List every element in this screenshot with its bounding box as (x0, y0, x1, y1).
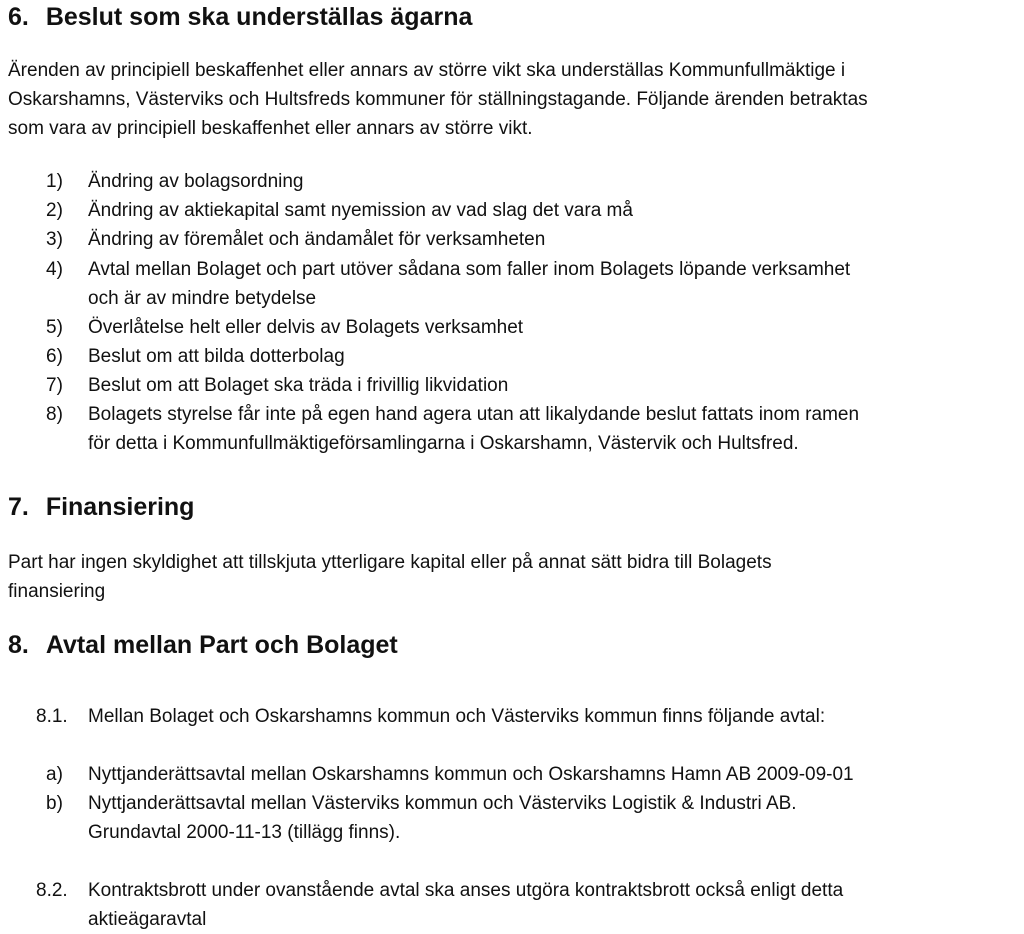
section-6-heading (8, 2, 472, 32)
subsection-text: Mellan Bolaget och Oskarshamns kommun och Västerviks kommun finns följande avtal: (88, 706, 826, 727)
section-7-heading (8, 492, 194, 522)
section-6-number: 6. (8, 3, 29, 31)
section-8-number: 8. (8, 631, 29, 659)
list-item-text: Nyttjanderättsavtal mellan Oskarshamns kommun och Oskarshamns Hamn AB 2009-09-01 (88, 764, 854, 785)
list-marker: 3) (46, 229, 63, 250)
paragraph-line: finansiering (8, 581, 106, 602)
list-item-continuation: Grundavtal 2000-11-13 (tillägg finns). (88, 822, 401, 843)
list-item-continuation: för detta i Kommunfullmäktigeförsamlingarna i Oskarshamn, Västervik och Hultsfred. (88, 433, 799, 454)
paragraph-line: som vara av principiell beskaffenhet eller annars av större vikt. (8, 118, 533, 139)
section-7-paragraph (8, 548, 772, 606)
section-8-heading (8, 630, 398, 660)
list-item-text: Ändring av föremålet och ändamålet för verksamheten (88, 229, 546, 250)
list-marker: 6) (46, 346, 63, 367)
list-marker: 8) (46, 404, 63, 425)
list-item-text: Ändring av aktiekapital samt nyemission av vad slag det vara må (88, 200, 633, 221)
list-item-text: Överlåtelse helt eller delvis av Bolagets verksamhet (88, 317, 524, 338)
list-marker: b) (46, 793, 63, 814)
subsection-marker: 8.1. (36, 706, 68, 727)
list-marker: 2) (46, 200, 63, 221)
section-8-title: Avtal mellan Part och Bolaget (45, 631, 398, 659)
subsection-marker: 8.2. (36, 880, 68, 901)
list-marker: 1) (46, 171, 63, 192)
section-6-title: Beslut som ska underställas ägarna (45, 3, 473, 31)
list-item-text: Ändring av bolagsordning (88, 171, 304, 192)
paragraph-line: Ärenden av principiell beskaffenhet eller annars av större vikt ska underställas Kommunfullmäktige i (8, 60, 846, 81)
list-marker: 4) (46, 259, 63, 280)
section-6-paragraph (8, 56, 868, 143)
list-marker: 7) (46, 375, 63, 396)
section-7-title: Finansiering (45, 493, 195, 521)
list-item-continuation: och är av mindre betydelse (88, 288, 317, 309)
subsection-text: Kontraktsbrott under ovanstående avtal ska anses utgöra kontraktsbrott också enligt detta (88, 880, 844, 901)
list-item-text: Bolagets styrelse får inte på egen hand agera utan att likalydande beslut fattats inom ramen (88, 404, 860, 425)
paragraph-line: Part har ingen skyldighet att tillskjuta ytterligare kapital eller på annat sätt bidra till Bolagets (8, 552, 772, 573)
paragraph-line: Oskarshamns, Västerviks och Hultsfreds kommuner för ställningstagande. Följande ärenden betraktas (8, 89, 868, 110)
list-item-text: Nyttjanderättsavtal mellan Västerviks kommun och Västerviks Logistik & Industri AB. (88, 793, 797, 814)
list-marker: 5) (46, 317, 63, 338)
subsection-continuation: aktieägaravtal (88, 909, 207, 930)
list-item-text: Beslut om att bilda dotterbolag (88, 346, 345, 367)
list-item-text: Beslut om att Bolaget ska träda i frivillig likvidation (88, 375, 509, 396)
list-item-text: Avtal mellan Bolaget och part utöver sådana som faller inom Bolagets löpande verksamhet (88, 259, 851, 280)
section-7-number: 7. (8, 493, 29, 521)
list-marker: a) (46, 764, 63, 785)
